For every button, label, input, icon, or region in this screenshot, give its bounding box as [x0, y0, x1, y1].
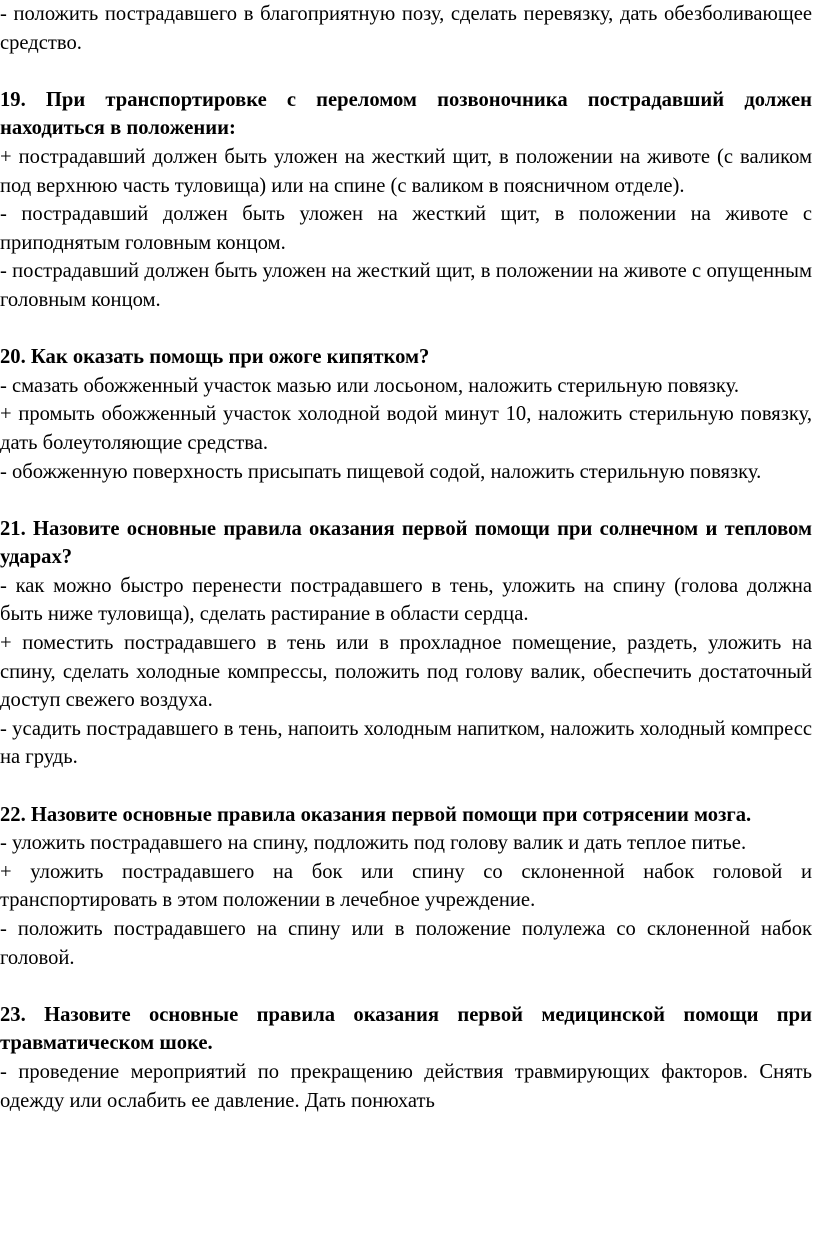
- question-title: 23. Назовите основные правила оказания первой медицинской помощи при травматическом шоке.: [0, 1003, 812, 1055]
- answer-option: + поместить пострадавшего в тень или в прохладное помещение, раздеть, уложить на спину, сделать холодные компрессы, положить под голову валик, обеспечить достаточный доступ свежего воздуха.: [0, 632, 812, 712]
- question-21: [0, 515, 812, 772]
- answer-option: - усадить пострадавшего в тень, напоить холодным напитком, наложить холодный компресс на грудь.: [0, 717, 812, 769]
- answer-option: - пострадавший должен быть уложен на жесткий щит, в положении на животе с приподнятым головным концом.: [0, 203, 812, 254]
- spacer: [0, 315, 812, 344]
- answer-option: - проведение мероприятий по прекращению действия травмирующих факторов. Снять одежду или ослабить ее давление. Дать понюхать: [0, 1060, 812, 1112]
- spacer: [0, 486, 812, 515]
- lead-option: - положить пострадавшего в благоприятную позу, сделать перевязку, дать обезболивающее средство.: [0, 3, 812, 54]
- question-19: [0, 86, 812, 315]
- question-23: [0, 1001, 812, 1115]
- answer-option: + промыть обожженный участок холодной водой минут 10, наложить стерильную повязку, дать болеутоляющие средства.: [0, 403, 812, 454]
- answer-option: - как можно быстро перенести пострадавшего в тень, уложить на спину (голова должна быть ниже туловища), сделать растирание в области сердца.: [0, 574, 812, 626]
- spacer: [0, 772, 812, 801]
- question-title: 22. Назовите основные правила оказания первой помощи при сотрясении мозга.: [0, 803, 752, 826]
- spacer: [0, 57, 812, 86]
- question-22: [0, 801, 812, 973]
- answer-option: - обожженную поверхность присыпать пищевой содой, наложить стерильную повязку.: [0, 460, 762, 483]
- answer-option: + уложить пострадавшего на бок или спину со склоненной набок головой и транспортировать в этом положении в лечебное учреждение.: [0, 860, 812, 912]
- answer-option: - пострадавший должен быть уложен на жесткий щит, в положении на животе с опущенным головным концом.: [0, 260, 812, 311]
- question-title: 19. При транспортировке с переломом позвоночника пострадавший должен находиться в положении:: [0, 88, 812, 140]
- answer-option: - положить пострадавшего на спину или в положение полулежа со склоненной набок головой.: [0, 918, 812, 969]
- question-title: 20. Как оказать помощь при ожоге кипятком?: [0, 346, 430, 369]
- question-20: [0, 343, 812, 486]
- answer-option: + пострадавший должен быть уложен на жесткий щит, в положении на животе (с валиком под верхнюю часть туловища) или на спине (с валиком в поясничном отделе).: [0, 145, 812, 197]
- question-title: 21. Назовите основные правила оказания первой помощи при солнечном и тепловом ударах?: [0, 517, 812, 569]
- answer-option: - смазать обожженный участок мазью или лосьоном, наложить стерильную повязку.: [0, 374, 740, 397]
- answer-option: - уложить пострадавшего на спину, подложить под голову валик и дать теплое питье.: [0, 832, 747, 855]
- spacer: [0, 972, 812, 1001]
